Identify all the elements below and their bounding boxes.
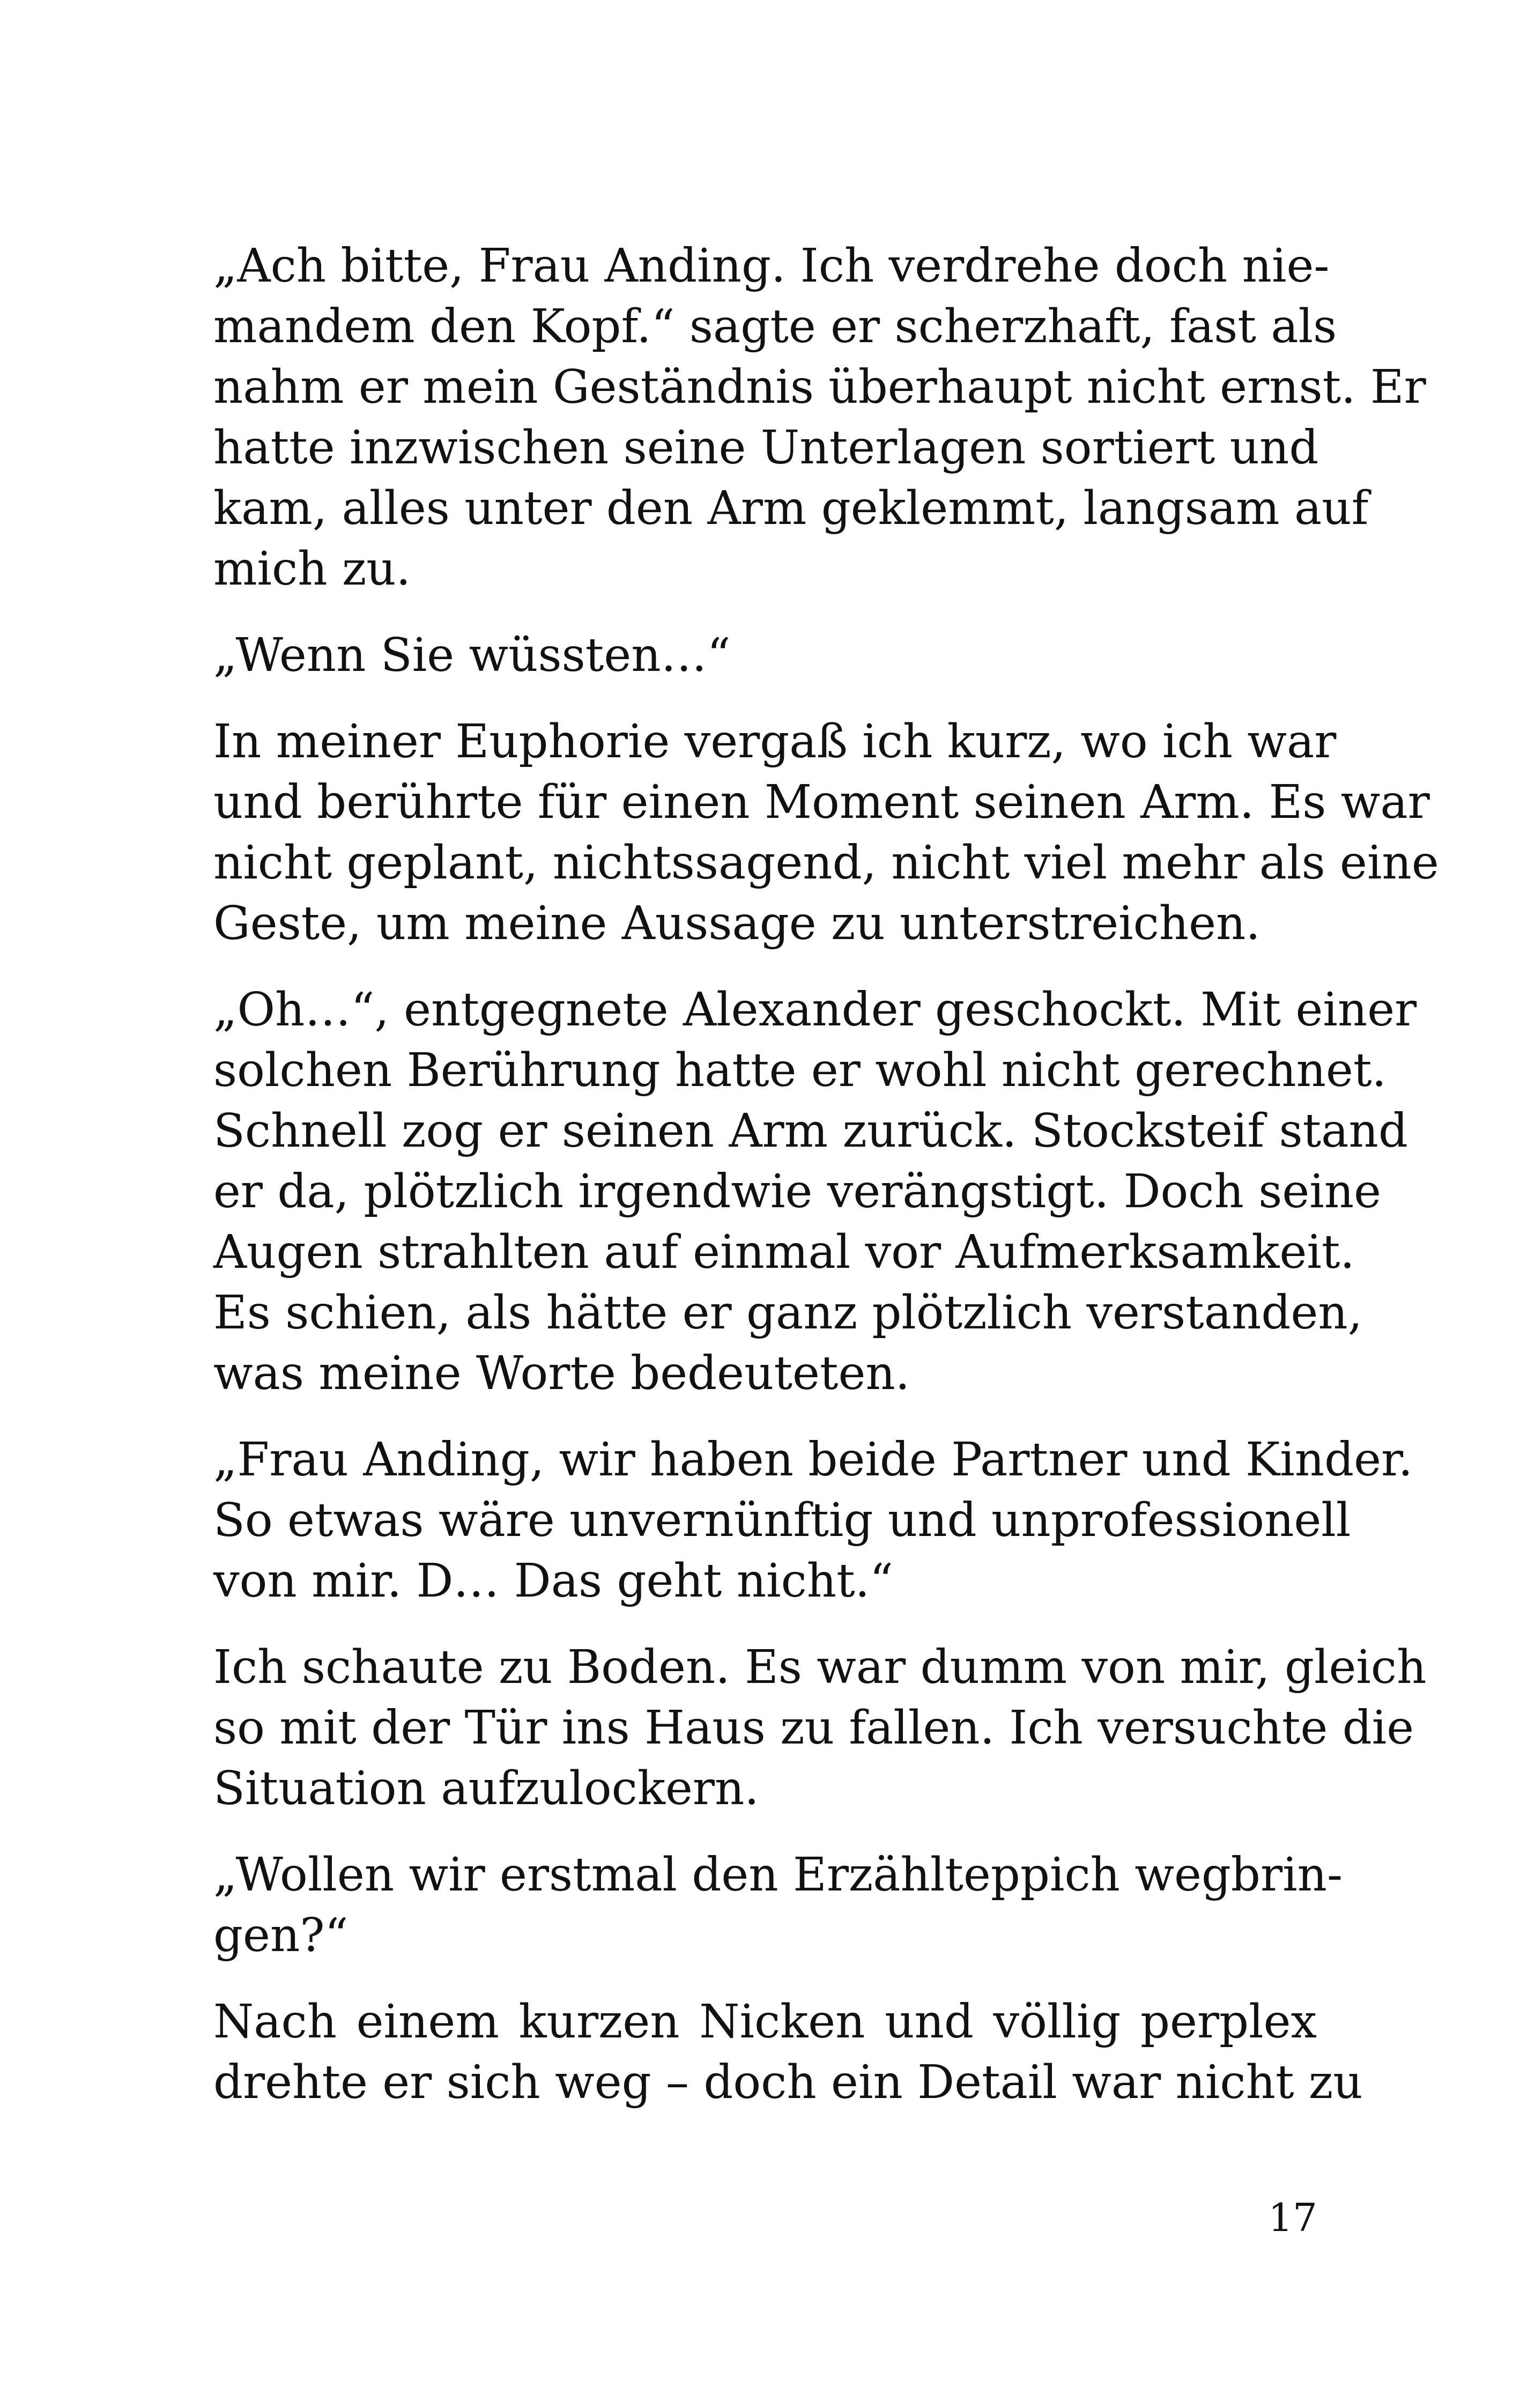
text-line: In meiner Euphorie vergaß ich kurz, wo ich war <box>213 715 1337 769</box>
text-line: Nach einem kurzen Nicken und völlig perplex <box>213 1995 1317 2049</box>
text-line: er da, plötzlich irgendwie verängstigt. Doch seine <box>213 1165 1382 1218</box>
text-line: Situation aufzulockern. <box>213 1762 759 1815</box>
text-line: „Frau Anding, wir haben beide Partner und Kinder. <box>213 1433 1413 1487</box>
text-line: Geste, um meine Aussage zu unterstreichen. <box>213 897 1261 950</box>
text-line: mich zu. <box>213 542 411 596</box>
paragraph-1 <box>213 236 1426 600</box>
text-line: Es schien, als hätte er ganz plötzlich verstanden, <box>213 1286 1363 1340</box>
text-line: kam, alles unter den Arm geklemmt, langsam auf <box>213 482 1369 535</box>
text-line: gen?“ <box>213 1909 349 1962</box>
text-line: So etwas wäre unvernünftig und unprofessionell <box>213 1494 1351 1547</box>
text-line: mandem den Kopf.“ sagte er scherzhaft, fast als <box>213 300 1337 353</box>
text-line: hatte inzwischen seine Unterlagen sortiert und <box>213 421 1319 475</box>
text-line: Ich schaute zu Boden. Es war dumm von mir, gleich <box>213 1641 1427 1694</box>
paragraph-6 <box>213 1637 1427 1819</box>
paragraph-5 <box>213 1430 1413 1612</box>
text-line: „Wollen wir erstmal den Erzählteppich wegbrin- <box>213 1848 1343 1902</box>
text-line: von mir. D… Das geht nicht.“ <box>213 1554 893 1608</box>
body-text <box>213 236 1439 2139</box>
paragraph-8 <box>213 1992 1363 2113</box>
text-line: solchen Berührung hatte er wohl nicht gerechnet. <box>213 1044 1386 1097</box>
text-line: „Oh…“, entgegnete Alexander geschockt. Mit einer <box>213 983 1417 1037</box>
text-line: nahm er mein Geständnis überhaupt nicht ernst. Er <box>213 360 1426 414</box>
page-number: 17 <box>1268 2195 1317 2240</box>
text-line: „Wenn Sie wüssten…“ <box>213 629 731 682</box>
text-line: nicht geplant, nichtssagend, nicht viel mehr als eine <box>213 836 1439 890</box>
paragraph-2 <box>213 625 1317 686</box>
text-line: „Ach bitte, Frau Anding. Ich verdrehe doch nie- <box>213 239 1330 293</box>
paragraph-7 <box>213 1845 1343 1966</box>
text-line: Schnell zog er seinen Arm zurück. Stocksteif stand <box>213 1104 1408 1158</box>
text-line: so mit der Tür ins Haus zu fallen. Ich versuchte die <box>213 1701 1414 1755</box>
paragraph-3 <box>213 712 1439 954</box>
text-line: drehte er sich weg – doch ein Detail war nicht zu <box>213 2056 1363 2109</box>
text-line: was meine Worte bedeuteten. <box>213 1347 910 1400</box>
text-line: Augen strahlten auf einmal vor Aufmerksamkeit. <box>213 1225 1355 1279</box>
paragraph-4 <box>213 980 1417 1404</box>
text-line: und berührte für einen Moment seinen Arm. Es war <box>213 775 1430 829</box>
